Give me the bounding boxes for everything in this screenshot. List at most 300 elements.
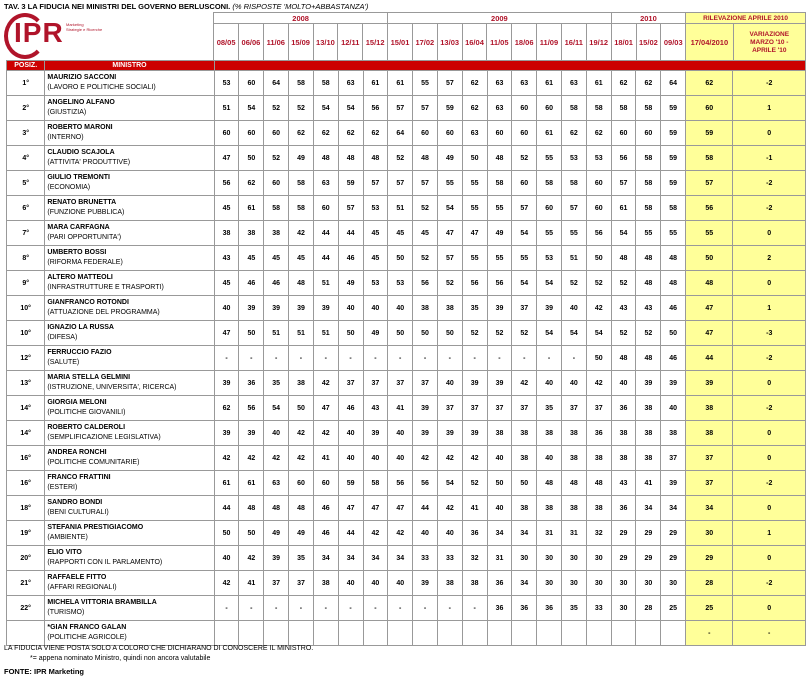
value-cell: 61 — [214, 471, 239, 496]
value-cell: 38 — [437, 571, 462, 596]
value-cell: 60 — [537, 96, 562, 121]
table-row — [7, 246, 806, 271]
value-cell: 42 — [214, 446, 239, 471]
date-header: 19/12 — [586, 24, 611, 62]
value-cell: 38 — [537, 421, 562, 446]
position-cell: 14° — [7, 396, 45, 421]
minister-role: (ATTIVITA' PRODUTTIVE) — [47, 159, 131, 166]
value-cell: 54 — [611, 221, 636, 246]
value-cell: 37 — [462, 396, 487, 421]
value-cell: 60 — [512, 171, 537, 196]
minister-role: (ESTERI) — [47, 484, 78, 491]
value-cell: 50 — [487, 471, 512, 496]
note-line-1: LA FIDUCIA VIENE POSTA SOLO A COLORO CHE DICHIARANO DI CONOSCERE IL MINISTRO. — [4, 645, 314, 652]
value-cell: 35 — [462, 296, 487, 321]
minister-name: RAFFAELE FITTO — [47, 574, 107, 581]
table-row — [7, 196, 806, 221]
value-cell: 48 — [636, 246, 661, 271]
minister-name: ANGELINO ALFANO — [47, 99, 115, 106]
value-cell: 62 — [462, 71, 487, 96]
value-cell: 55 — [537, 221, 562, 246]
position-cell: 22° — [7, 596, 45, 621]
variazione-header-line: VARIAZIONE — [749, 30, 790, 38]
value-cell: 44 — [214, 496, 239, 521]
value-cell: 58 — [562, 171, 587, 196]
value-cell: 30 — [611, 596, 636, 621]
value-cell: 52 — [636, 321, 661, 346]
minister-name: GIORGIA MELONI — [47, 399, 107, 406]
minister-cell — [45, 396, 214, 421]
minister-role: (FUNZIONE PUBBLICA) — [47, 209, 125, 216]
value-cell: 38 — [487, 421, 512, 446]
variation-cell: 0 — [733, 421, 806, 446]
april-2010-cell: 57 — [686, 171, 733, 196]
value-cell: 47 — [313, 396, 338, 421]
value-cell: 59 — [661, 121, 686, 146]
value-cell: 38 — [537, 496, 562, 521]
value-cell: 32 — [462, 546, 487, 571]
value-cell: 31 — [487, 546, 512, 571]
value-cell: 57 — [413, 171, 438, 196]
value-cell: 42 — [264, 446, 289, 471]
table-row — [7, 496, 806, 521]
value-cell: 38 — [636, 396, 661, 421]
minister-name: STEFANIA PRESTIGIACOMO — [47, 524, 144, 531]
value-cell: 34 — [338, 546, 363, 571]
minister-role: (TURISMO) — [47, 609, 85, 616]
value-cell: 47 — [214, 321, 239, 346]
minister-cell — [45, 521, 214, 546]
table-row — [7, 371, 806, 396]
date-header: 17/02 — [412, 24, 437, 62]
variation-cell: 0 — [733, 546, 806, 571]
minister-role: (AFFARI REGIONALI) — [47, 584, 117, 591]
value-cell: 56 — [611, 146, 636, 171]
title-main: TAV. 3 LA FIDUCIA NEI MINISTRI DEL GOVERNO BERLUSCONI. — [4, 2, 231, 11]
value-cell: 60 — [413, 121, 438, 146]
value-cell: 63 — [313, 171, 338, 196]
value-cell: - — [512, 346, 537, 371]
value-cell: 37 — [512, 396, 537, 421]
value-cell: 62 — [586, 121, 611, 146]
minister-cell — [45, 71, 214, 96]
table-row — [7, 346, 806, 371]
value-cell: 39 — [239, 296, 264, 321]
april-2010-cell: 38 — [686, 396, 733, 421]
value-cell: 42 — [586, 296, 611, 321]
value-cell: 60 — [313, 196, 338, 221]
value-cell — [437, 621, 462, 646]
value-cell: 39 — [289, 296, 314, 321]
variation-cell: - — [733, 621, 806, 646]
april-2010-cell: 60 — [686, 96, 733, 121]
value-cell: 48 — [487, 146, 512, 171]
value-cell: 39 — [264, 296, 289, 321]
minister-cell — [45, 371, 214, 396]
value-cell: 53 — [363, 196, 388, 221]
value-cell: 55 — [661, 221, 686, 246]
position-cell: 10° — [7, 296, 45, 321]
value-cell: 58 — [313, 71, 338, 96]
value-cell: 48 — [289, 271, 314, 296]
value-cell: 30 — [562, 571, 587, 596]
value-cell: 40 — [363, 296, 388, 321]
value-cell: 50 — [388, 246, 413, 271]
value-cell: 36 — [487, 596, 512, 621]
value-cell: 39 — [462, 421, 487, 446]
value-cell: 61 — [363, 71, 388, 96]
value-cell: 63 — [338, 71, 363, 96]
value-cell: 37 — [487, 396, 512, 421]
value-cell: 56 — [413, 471, 438, 496]
variation-cell: 0 — [733, 371, 806, 396]
value-cell: 40 — [338, 296, 363, 321]
value-cell: 42 — [289, 221, 314, 246]
value-cell: 40 — [338, 446, 363, 471]
value-cell: 51 — [214, 96, 239, 121]
value-cell: 37 — [289, 571, 314, 596]
minister-role: (RIFORMA FEDERALE) — [47, 259, 123, 266]
value-cell: 38 — [661, 421, 686, 446]
value-cell: 52 — [264, 146, 289, 171]
value-cell: 37 — [512, 296, 537, 321]
value-cell: 30 — [611, 571, 636, 596]
minister-cell — [45, 121, 214, 146]
value-cell: 54 — [512, 271, 537, 296]
value-cell: 40 — [388, 421, 413, 446]
value-cell: 62 — [363, 121, 388, 146]
minister-name: *GIAN FRANCO GALAN — [47, 624, 127, 631]
value-cell: 53 — [363, 271, 388, 296]
minister-role: (LAVORO E POLITICHE SOCIALI) — [47, 84, 156, 91]
value-cell: 42 — [214, 571, 239, 596]
value-cell: 40 — [264, 421, 289, 446]
april-2010-cell: 29 — [686, 546, 733, 571]
value-cell: 60 — [512, 96, 537, 121]
date-header: 15/09 — [288, 24, 313, 62]
value-cell: 40 — [413, 521, 438, 546]
value-cell: 52 — [462, 321, 487, 346]
value-cell: 50 — [661, 321, 686, 346]
value-cell: 58 — [636, 146, 661, 171]
value-cell: 41 — [388, 396, 413, 421]
minister-role: (ECONOMIA) — [47, 184, 91, 191]
value-cell: 36 — [611, 496, 636, 521]
value-cell: 52 — [462, 471, 487, 496]
value-cell: 48 — [636, 346, 661, 371]
variation-cell: 2 — [733, 246, 806, 271]
minister-role: (SALUTE) — [47, 359, 80, 366]
minister-name: GIULIO TREMONTI — [47, 174, 110, 181]
footnotes — [4, 644, 313, 677]
value-cell: 58 — [636, 171, 661, 196]
value-cell — [462, 621, 487, 646]
value-cell: 37 — [562, 396, 587, 421]
value-cell: 40 — [338, 571, 363, 596]
value-cell: 30 — [586, 546, 611, 571]
value-cell: - — [264, 346, 289, 371]
variation-cell: 1 — [733, 521, 806, 546]
value-cell: 55 — [537, 146, 562, 171]
value-cell: 50 — [239, 321, 264, 346]
minister-role: (POLITICHE COMUNITARIE) — [47, 459, 140, 466]
value-cell: 36 — [611, 396, 636, 421]
value-cell: 40 — [363, 571, 388, 596]
value-cell: 61 — [611, 196, 636, 221]
value-cell: 28 — [636, 596, 661, 621]
value-cell: 34 — [512, 521, 537, 546]
year-2010: 2010 — [611, 13, 686, 24]
position-cell: 4° — [7, 146, 45, 171]
value-cell: 62 — [239, 171, 264, 196]
value-cell: 53 — [537, 246, 562, 271]
position-cell: 9° — [7, 271, 45, 296]
value-cell: 51 — [313, 271, 338, 296]
rilevazione-header: RILEVAZIONE APRILE 2010 — [686, 13, 806, 24]
value-cell: 58 — [636, 196, 661, 221]
value-cell: 39 — [214, 421, 239, 446]
value-cell: 46 — [239, 271, 264, 296]
april-2010-cell: 47 — [686, 296, 733, 321]
value-cell: 38 — [512, 496, 537, 521]
value-cell: 57 — [338, 196, 363, 221]
value-cell: 39 — [413, 396, 438, 421]
value-cell — [338, 621, 363, 646]
value-cell: 32 — [586, 521, 611, 546]
value-cell: 53 — [586, 146, 611, 171]
value-cell: 46 — [264, 271, 289, 296]
value-cell: 47 — [388, 496, 413, 521]
minister-role: (ISTRUZIONE, UNIVERSITA', RICERCA) — [47, 384, 177, 391]
value-cell: 40 — [611, 371, 636, 396]
value-cell: 48 — [611, 346, 636, 371]
value-cell: 41 — [636, 471, 661, 496]
logo-subtitle: Marketing Strategie e Ricerche — [66, 22, 103, 32]
value-cell: - — [413, 596, 438, 621]
minister-name: ROBERTO MARONI — [47, 124, 113, 131]
table-row — [7, 621, 806, 646]
value-cell: 52 — [413, 196, 438, 221]
value-cell: 55 — [462, 171, 487, 196]
value-cell: 60 — [611, 121, 636, 146]
value-cell: 42 — [239, 546, 264, 571]
value-cell: 64 — [661, 71, 686, 96]
value-cell: 35 — [537, 396, 562, 421]
value-cell: - — [363, 596, 388, 621]
minister-role: (INFRASTRUTTURE E TRASPORTI) — [47, 284, 164, 291]
value-cell: 42 — [413, 446, 438, 471]
value-cell: 62 — [313, 121, 338, 146]
value-cell — [512, 621, 537, 646]
value-cell: 52 — [487, 321, 512, 346]
value-cell: 39 — [239, 421, 264, 446]
value-cell: 43 — [636, 296, 661, 321]
value-cell: 29 — [661, 546, 686, 571]
value-cell: 45 — [264, 246, 289, 271]
variation-cell: -2 — [733, 196, 806, 221]
value-cell: 54 — [437, 196, 462, 221]
date-header: 06/06 — [239, 24, 264, 62]
position-cell: 14° — [7, 421, 45, 446]
value-cell: 61 — [239, 471, 264, 496]
value-cell: 63 — [264, 471, 289, 496]
table-row — [7, 121, 806, 146]
value-cell: 42 — [313, 421, 338, 446]
variazione-header-line: MARZO '10 - — [750, 38, 789, 46]
value-cell: 57 — [611, 171, 636, 196]
value-cell: 48 — [264, 496, 289, 521]
year-2008: 2008 — [214, 13, 388, 24]
value-cell: 42 — [289, 421, 314, 446]
value-cell: 51 — [562, 246, 587, 271]
source-note: FONTE: IPR Marketing — [4, 667, 85, 676]
value-cell: 48 — [611, 246, 636, 271]
value-cell: 60 — [313, 471, 338, 496]
value-cell: 61 — [388, 71, 413, 96]
date-header: 12/11 — [338, 24, 363, 62]
value-cell: 57 — [388, 96, 413, 121]
position-cell: 8° — [7, 246, 45, 271]
value-cell: 59 — [338, 471, 363, 496]
april-2010-cell: 56 — [686, 196, 733, 221]
value-cell: 45 — [413, 221, 438, 246]
minister-name: SANDRO BONDI — [47, 499, 103, 506]
value-cell: 60 — [487, 121, 512, 146]
date-header: 16/11 — [561, 24, 586, 62]
april-2010-cell: 48 — [686, 271, 733, 296]
value-cell: 30 — [537, 546, 562, 571]
value-cell: 49 — [338, 271, 363, 296]
date-header: 15/01 — [388, 24, 413, 62]
value-cell: 60 — [264, 171, 289, 196]
value-cell: - — [363, 346, 388, 371]
value-cell: 38 — [611, 446, 636, 471]
value-cell: 63 — [487, 96, 512, 121]
value-cell: 48 — [363, 146, 388, 171]
value-cell: 36 — [487, 571, 512, 596]
value-cell: 36 — [239, 371, 264, 396]
minister-cell — [45, 146, 214, 171]
value-cell: 54 — [537, 321, 562, 346]
value-cell: 39 — [661, 371, 686, 396]
value-cell: 40 — [388, 571, 413, 596]
value-cell: 35 — [562, 596, 587, 621]
value-cell: 52 — [611, 321, 636, 346]
value-cell: 58 — [562, 96, 587, 121]
april-2010-cell: 50 — [686, 246, 733, 271]
value-cell: 45 — [363, 246, 388, 271]
value-cell: 63 — [562, 71, 587, 96]
value-cell: 45 — [239, 246, 264, 271]
value-cell: 46 — [338, 396, 363, 421]
value-cell: 48 — [338, 146, 363, 171]
value-cell: - — [462, 596, 487, 621]
value-cell: 50 — [239, 521, 264, 546]
value-cell: 45 — [388, 221, 413, 246]
minister-name: MICHELA VITTORIA BRAMBILLA — [47, 599, 157, 606]
position-cell: 20° — [7, 546, 45, 571]
value-cell: 56 — [388, 471, 413, 496]
value-cell: - — [239, 346, 264, 371]
value-cell: 34 — [363, 546, 388, 571]
value-cell: 47 — [363, 496, 388, 521]
value-cell: 60 — [437, 121, 462, 146]
minister-cell — [45, 171, 214, 196]
value-cell: 54 — [264, 396, 289, 421]
value-cell: 34 — [636, 496, 661, 521]
minister-cell — [45, 546, 214, 571]
value-cell: 52 — [264, 96, 289, 121]
value-cell: 60 — [586, 196, 611, 221]
value-cell — [661, 621, 686, 646]
value-cell: - — [313, 596, 338, 621]
value-cell: 57 — [437, 71, 462, 96]
value-cell: 40 — [363, 446, 388, 471]
value-cell: 62 — [636, 71, 661, 96]
value-cell: 49 — [289, 146, 314, 171]
value-cell: 34 — [487, 521, 512, 546]
value-cell: 62 — [562, 121, 587, 146]
variation-cell: 1 — [733, 96, 806, 121]
value-cell: 50 — [214, 521, 239, 546]
table-row — [7, 396, 806, 421]
value-cell: 29 — [661, 521, 686, 546]
table-row — [7, 521, 806, 546]
date-header: 18/01 — [611, 24, 636, 62]
value-cell — [413, 621, 438, 646]
value-cell: 39 — [487, 296, 512, 321]
position-cell: 6° — [7, 196, 45, 221]
value-cell: 57 — [388, 171, 413, 196]
value-cell: 58 — [537, 171, 562, 196]
value-cell: 49 — [437, 146, 462, 171]
position-cell: 7° — [7, 221, 45, 246]
value-cell: 60 — [239, 121, 264, 146]
april-2010-cell: 62 — [686, 71, 733, 96]
variation-cell: 1 — [733, 296, 806, 321]
value-cell: 39 — [636, 371, 661, 396]
value-cell: 51 — [388, 196, 413, 221]
value-cell: 58 — [487, 171, 512, 196]
value-cell: 46 — [338, 246, 363, 271]
position-cell: 12° — [7, 346, 45, 371]
value-cell: 47 — [214, 146, 239, 171]
value-cell: 51 — [289, 321, 314, 346]
value-cell: 57 — [562, 196, 587, 221]
date-header: 18/06 — [512, 24, 537, 62]
value-cell: 56 — [586, 221, 611, 246]
value-cell: 48 — [562, 471, 587, 496]
value-cell — [611, 621, 636, 646]
position-cell: 3° — [7, 121, 45, 146]
value-cell: 38 — [562, 446, 587, 471]
value-cell: 54 — [437, 471, 462, 496]
value-cell: 61 — [537, 71, 562, 96]
minister-name: UMBERTO BOSSI — [47, 249, 107, 256]
value-cell: 55 — [462, 196, 487, 221]
value-cell: 42 — [586, 371, 611, 396]
value-cell: 58 — [264, 196, 289, 221]
variation-cell: -2 — [733, 571, 806, 596]
value-cell: 54 — [239, 96, 264, 121]
value-cell: 34 — [388, 546, 413, 571]
value-cell: 56 — [363, 96, 388, 121]
value-cell: 38 — [214, 221, 239, 246]
value-cell: 43 — [363, 396, 388, 421]
minister-cell — [45, 246, 214, 271]
table-row — [7, 596, 806, 621]
position-cell: 1° — [7, 71, 45, 96]
